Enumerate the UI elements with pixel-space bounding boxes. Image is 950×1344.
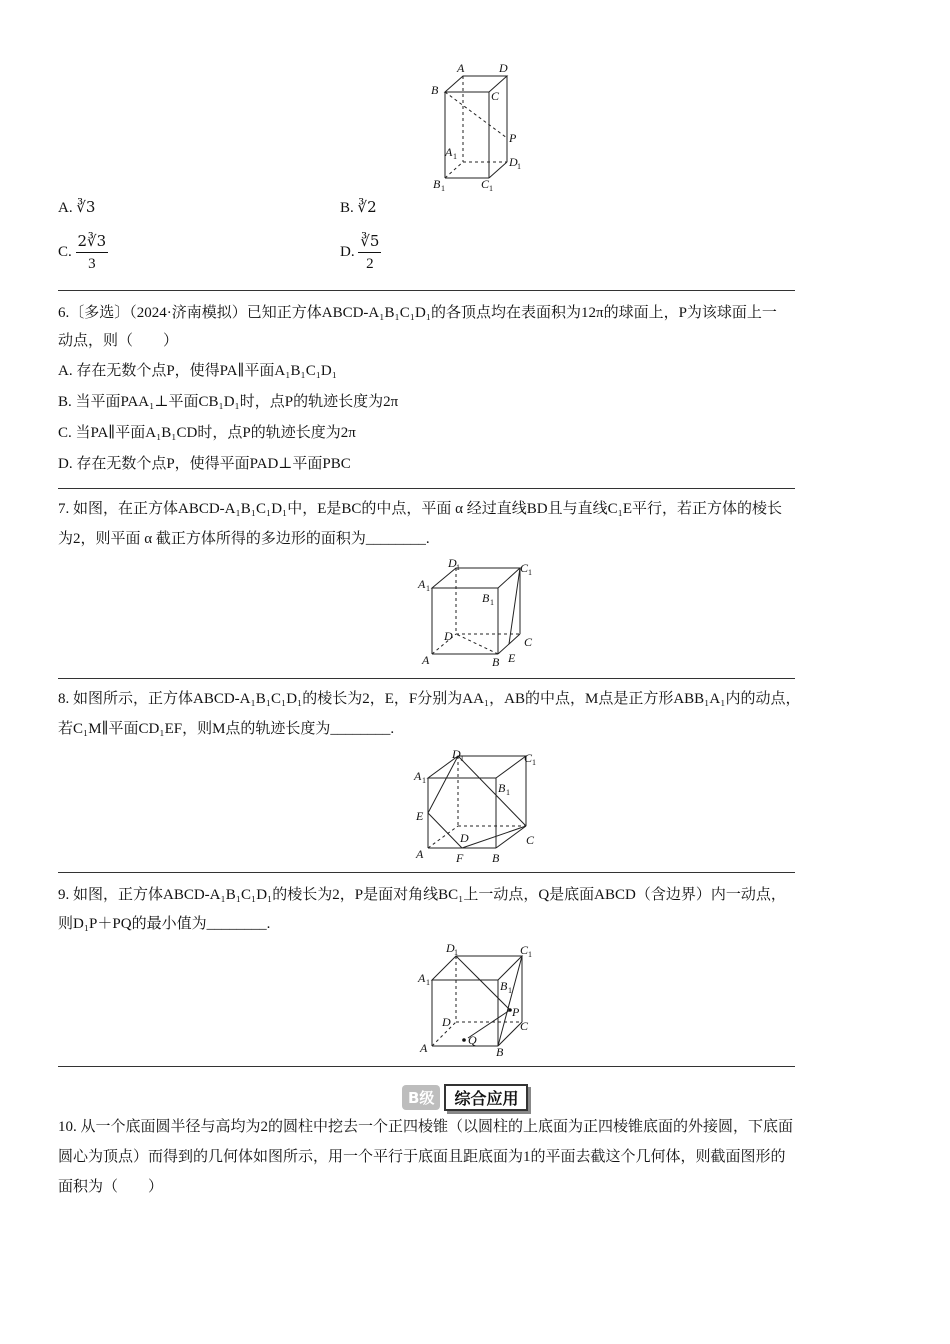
label-A: A bbox=[416, 847, 424, 861]
label-P: P bbox=[509, 131, 517, 145]
svg-text:1: 1 bbox=[506, 788, 510, 797]
q9-diagram bbox=[414, 940, 544, 1062]
q9-figure bbox=[414, 940, 544, 1062]
svg-text:1: 1 bbox=[453, 152, 457, 161]
svg-text:1: 1 bbox=[454, 948, 458, 957]
label-C1: C bbox=[524, 751, 533, 765]
label-B: B bbox=[431, 83, 439, 97]
q9-stem-line2: 则D₁P＋PQ的最小值为________. bbox=[58, 916, 271, 932]
svg-text:1: 1 bbox=[517, 162, 521, 171]
svg-text:1: 1 bbox=[426, 978, 430, 987]
fraction: $\frac{∛5}{2}$ bbox=[360, 232, 380, 272]
svg-text:1: 1 bbox=[422, 776, 426, 785]
level-badge: B级 bbox=[402, 1085, 440, 1110]
label-D: D bbox=[444, 629, 453, 643]
q5-option-c[interactable]: C. $\frac{2∛3}{3}$ bbox=[58, 230, 108, 275]
q5-figure bbox=[425, 58, 535, 198]
label-A: A bbox=[422, 653, 430, 667]
label-C1: C bbox=[481, 177, 490, 191]
q8-stem-line2: 若C₁M∥平面CD₁EF，则M点的轨迹长度为________. bbox=[58, 721, 395, 737]
label-D: D bbox=[499, 61, 508, 75]
label-D: D bbox=[460, 831, 469, 845]
svg-text:1: 1 bbox=[460, 754, 464, 763]
label-D1: D bbox=[448, 556, 457, 570]
label-C: C bbox=[526, 833, 535, 847]
q6-option-b[interactable]: B. 当平面PAA₁⊥平面CB₁D₁时，点P的轨迹长度为2π bbox=[58, 394, 399, 410]
q6-option-d[interactable]: D. 存在无数个点P，使得平面PAD⊥平面PBC bbox=[58, 456, 351, 472]
q6-stem-line2: 动点，则（ ） bbox=[58, 333, 179, 349]
divider bbox=[58, 290, 795, 291]
q10-stem-line3: 面积为（ ） bbox=[58, 1179, 164, 1195]
label-C: C bbox=[524, 635, 533, 649]
q7-stem-line1: 7. 如图，在正方体ABCD-A₁B₁C₁D₁中，E是BC的中点，平面 α 经过直线BD且与直线C₁E平行，若正方体的棱长 bbox=[58, 501, 783, 517]
q5-option-a[interactable]: A. ∛3 bbox=[58, 198, 96, 216]
q5-option-d[interactable]: D. $\frac{∛5}{2}$ bbox=[340, 230, 381, 275]
label-A1: A bbox=[418, 577, 426, 591]
label-B1: B bbox=[482, 591, 490, 605]
label-D1: D bbox=[509, 155, 518, 169]
label-E: E bbox=[508, 651, 516, 665]
svg-text:1: 1 bbox=[532, 758, 536, 767]
q10-stem-line2: 圆心为顶点）而得到的几何体如图所示，用一个平行于底面且距底面为1的平面去截这个几何体，则截面图形的 bbox=[58, 1149, 786, 1165]
svg-text:1: 1 bbox=[528, 950, 532, 959]
fraction: $\frac{2∛3}{3}$ bbox=[77, 232, 107, 272]
label-C: C bbox=[491, 89, 500, 103]
svg-text:1: 1 bbox=[441, 184, 445, 193]
q10-stem-line1: 10. 从一个底面圆半径与高均为2的圆柱中挖去一个正四棱锥（以圆柱的上底面为正四棱锥底面的外接圆，下底面 bbox=[58, 1119, 794, 1135]
svg-text:1: 1 bbox=[489, 184, 493, 193]
divider bbox=[58, 872, 795, 873]
label-A: A bbox=[457, 61, 465, 75]
q7-figure bbox=[412, 556, 542, 672]
label-B: B bbox=[492, 655, 500, 669]
q5-option-b[interactable]: B. ∛2 bbox=[340, 198, 377, 216]
q8-stem-line1: 8. 如图所示，正方体ABCD-A₁B₁C₁D₁的棱长为2，E，F分别为AA₁，AB的中点，M点是正方形ABB₁A₁内的动点， bbox=[58, 691, 801, 707]
label-C: C bbox=[520, 1019, 529, 1033]
label-E: E bbox=[416, 809, 424, 823]
label-C1: C bbox=[520, 561, 529, 575]
q7-stem-line2: 为2，则平面 α 截正方体所得的多边形的面积为________. bbox=[58, 531, 430, 547]
level-title: 综合应用 bbox=[444, 1084, 528, 1111]
label-F: F bbox=[456, 851, 464, 865]
label-B: B bbox=[492, 851, 500, 865]
label-A1: A bbox=[414, 769, 422, 783]
label-D1: D bbox=[452, 747, 461, 761]
q7-diagram bbox=[412, 556, 542, 672]
label-A: A bbox=[420, 1041, 428, 1055]
svg-text:1: 1 bbox=[456, 563, 460, 572]
divider bbox=[58, 678, 795, 679]
q6-option-a[interactable]: A. 存在无数个点P，使得PA∥平面A₁B₁C₁D₁ bbox=[58, 363, 337, 379]
label-A1: A bbox=[445, 145, 453, 159]
svg-text:1: 1 bbox=[508, 986, 512, 995]
label-D: D bbox=[442, 1015, 451, 1029]
svg-text:1: 1 bbox=[426, 584, 430, 593]
svg-text:1: 1 bbox=[528, 568, 532, 577]
q8-diagram bbox=[410, 746, 546, 868]
label-D1: D bbox=[446, 941, 455, 955]
label-B: B bbox=[496, 1045, 504, 1059]
q6-option-c[interactable]: C. 当PA∥平面A₁B₁CD时，点P的轨迹长度为2π bbox=[58, 425, 356, 441]
q8-figure bbox=[410, 746, 546, 868]
section-level-header bbox=[402, 1084, 528, 1110]
q6-stem-line1: 6.〔多选〕（2024·济南模拟）已知正方体ABCD-A₁B₁C₁D₁的各顶点均在表面积为12π的球面上，P为该球面上一 bbox=[58, 305, 777, 321]
label-P: P bbox=[512, 1005, 520, 1019]
q5-diagram bbox=[425, 58, 535, 198]
label-Q: Q bbox=[468, 1033, 477, 1047]
divider bbox=[58, 1066, 795, 1067]
divider bbox=[58, 488, 795, 489]
point-Q bbox=[462, 1038, 466, 1042]
svg-text:1: 1 bbox=[490, 598, 494, 607]
label-C1: C bbox=[520, 943, 529, 957]
label-A1: A bbox=[418, 971, 426, 985]
label-B1: B bbox=[500, 979, 508, 993]
label-B1: B bbox=[498, 781, 506, 795]
q9-stem-line1: 9. 如图，正方体ABCD-A₁B₁C₁D₁的棱长为2，P是面对角线BC₁上一动点，Q是底面ABCD（含边界）内一动点， bbox=[58, 887, 786, 903]
label-B1: B bbox=[433, 177, 441, 191]
